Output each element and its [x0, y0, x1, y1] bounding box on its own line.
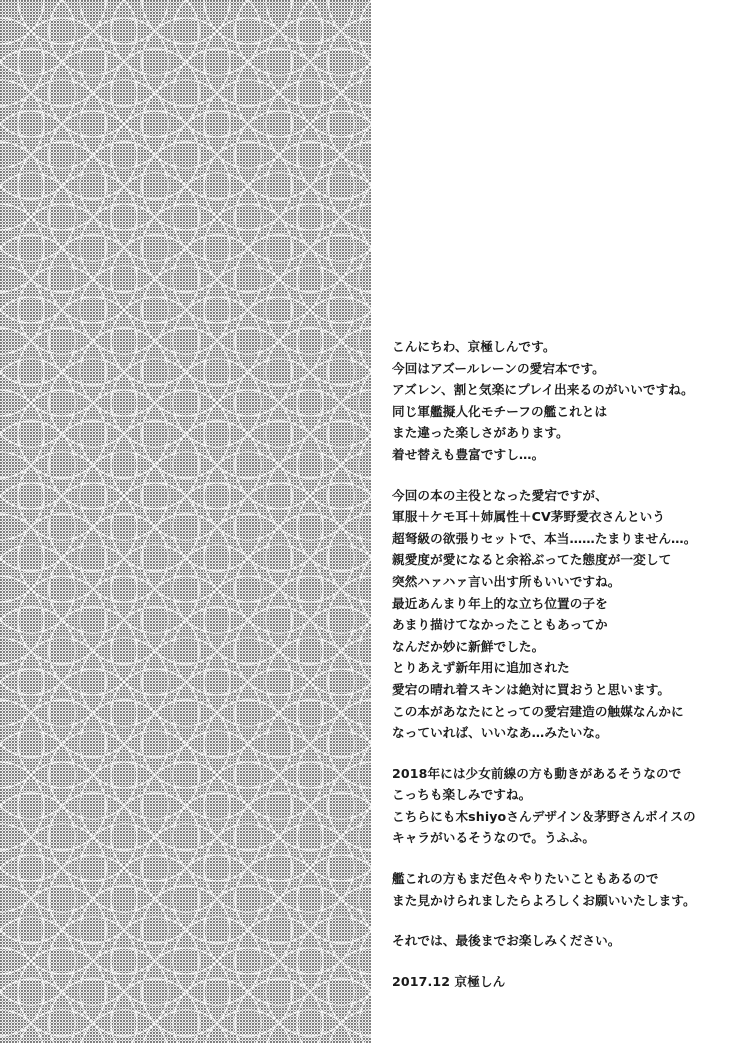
afterword-paragraph [392, 763, 712, 849]
afterword-line: 親愛度が愛になると余裕ぶってた態度が一変して [392, 552, 672, 568]
afterword-text-block [392, 336, 712, 992]
afterword-line: とりあえず新年用に追加された [392, 660, 570, 676]
afterword-line: 着せ替えも豊富ですし…。 [392, 446, 545, 462]
afterword-closing [392, 930, 712, 952]
afterword-line: 愛宕の晴れ着スキンは絶対に買おうと思います。 [392, 681, 671, 697]
afterword-line: 超弩級の欲張りセットで、本当……たまりません…。 [392, 530, 697, 546]
afterword-signature [392, 971, 712, 993]
afterword-line: また違った楽しさがあります。 [392, 425, 569, 441]
afterword-line: 艦これの方もまだ色々やりたいこともあるので [392, 871, 659, 887]
signature-line: 2017.12 京極しん [392, 973, 506, 989]
afterword-line: また見かけられましたらよろしくお願いいたします。 [392, 892, 696, 908]
afterword-line: 同じ軍艦擬人化モチーフの艦これとは [392, 403, 608, 419]
afterword-paragraph [392, 336, 712, 466]
afterword-line: 最近あんまり年上的な立ち位置の子を [392, 595, 608, 611]
afterword-line: 2018年には少女前線の方も動きがあるそうなので [392, 765, 682, 781]
afterword-line: アズレン、割と気楽にプレイ出来るのがいいですね。 [392, 382, 694, 398]
afterword-line: 今回はアズールレーンの愛宕本です。 [392, 360, 605, 376]
afterword-paragraph [392, 485, 712, 744]
afterword-line: あまり描けてなかったこともあってか [392, 617, 608, 633]
afterword-line: こちらにも木shiyoさんデザイン＆茅野さんボイスの [392, 808, 696, 824]
afterword-line: 今回の本の主役となった愛宕ですが、 [392, 487, 608, 503]
afterword-line: キャラがいるそうなので。うふふ。 [392, 830, 596, 846]
afterword-line: こんにちわ、京極しんです。 [392, 339, 556, 354]
afterword-line: なっていれば、いいなあ…みたいな。 [392, 725, 608, 741]
afterword-line: 突然ハァハァ言い出す所もいいですね。 [392, 573, 621, 589]
afterword-line: 軍服＋ケモ耳＋姉属性＋CV茅野愛衣さんという [392, 509, 666, 525]
afterword-line: こっちも楽しみですね。 [392, 787, 532, 803]
afterword-line: この本があなたにとっての愛宕建造の触媒なんかに [392, 703, 684, 719]
afterword-line: なんだか妙に新鮮でした。 [392, 638, 545, 654]
afterword-line: それでは、最後までお楽しみください。 [392, 933, 621, 949]
afterword-paragraph [392, 868, 712, 911]
